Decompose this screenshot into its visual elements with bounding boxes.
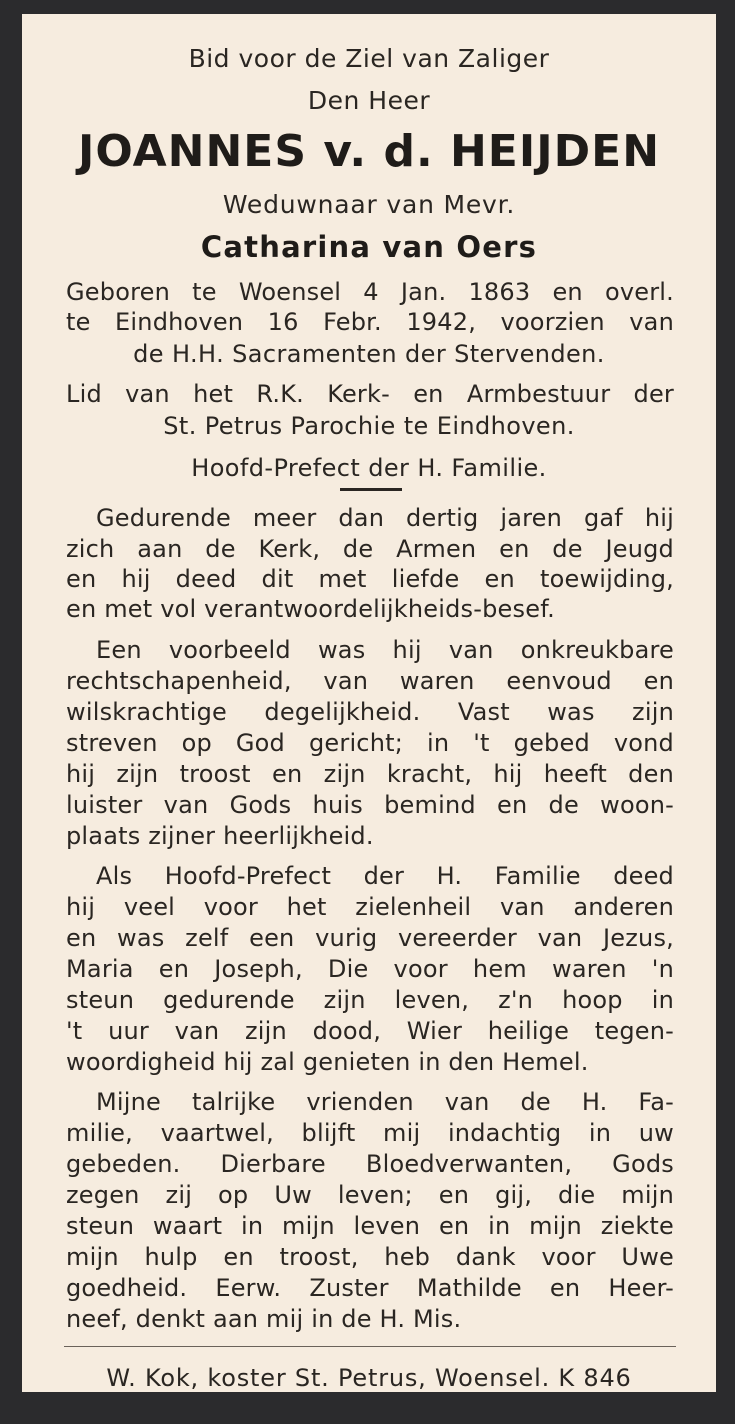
paragraph-line: en was zelf een vurig vereerder van Jezus, [66, 924, 674, 952]
paragraph-line: Mijne talrijke vrienden van de H. Fa- [96, 1088, 674, 1116]
paragraph-line: en met vol verantwoordelijkheids-besef. [66, 595, 555, 623]
paragraph-line: plaats zijner heerlijkheid. [66, 822, 374, 850]
paragraph-line: hij zijn troost en zijn kracht, hij heeft den [66, 760, 674, 788]
paragraph-line: steun waart in mijn leven en in mijn ziekte [66, 1212, 674, 1240]
paragraph-line: mijn hulp en troost, heb dank voor Uwe [66, 1243, 674, 1271]
paragraph-line: neef, denkt aan mij in de H. Mis. [66, 1305, 462, 1333]
paragraph-line: milie, vaartwel, blijft mij indachtig in uw [66, 1119, 674, 1147]
paragraph-line: gebeden. Dierbare Bloedverwanten, Gods [66, 1150, 674, 1178]
honorific: Den Heer [307, 86, 431, 115]
paragraph-line: rechtschapenheid, van waren eenvoud en [66, 667, 674, 695]
relation-line: Weduwnaar van Mevr. [222, 190, 516, 219]
paragraph-line: wilskrachtige degelijkheid. Vast was zijn [66, 698, 674, 726]
paragraph-line: luister van Gods huis bemind en de woon- [66, 791, 674, 819]
paragraph-line: en hij deed dit met liefde en toewijding, [66, 565, 674, 593]
paragraph-line: Maria en Joseph, Die voor hem waren 'n [66, 955, 674, 983]
deceased-name: JOANNES v. d. HEIJDEN [77, 126, 661, 177]
paragraph-line: zich aan de Kerk, de Armen en de Jeugd [66, 535, 674, 563]
bio-line: Hoofd-Prefect der H. Familie. [191, 454, 547, 482]
paragraph-line: woordigheid hij zal genieten in den Hemel. [66, 1048, 589, 1076]
spouse-name: Catharina van Oers [200, 230, 538, 264]
paragraph-line: hij veel voor het zielenheil van anderen [66, 893, 674, 921]
paragraph-line: goedheid. Eerw. Zuster Mathilde en Heer- [66, 1274, 674, 1302]
divider-short [340, 488, 402, 491]
divider-long [64, 1346, 676, 1347]
paragraph-line: zegen zij op Uw leven; en gij, die mijn [66, 1181, 674, 1209]
paragraph-line: Gedurende meer dan dertig jaren gaf hij [96, 504, 674, 532]
prayer-heading: Bid voor de Ziel van Zaliger [188, 44, 550, 73]
bio-line: St. Petrus Parochie te Eindhoven. [163, 412, 575, 440]
printer-credit: W. Kok, koster St. Petrus, Woensel. K 846 [106, 1364, 632, 1392]
paragraph-line: Als Hoofd-Prefect der H. Familie deed [96, 862, 674, 890]
bio-line: te Eindhoven 16 Febr. 1942, voorzien van [66, 308, 674, 336]
bio-line: Lid van het R.K. Kerk- en Armbestuur der [66, 380, 674, 408]
paragraph-line: streven op God gericht; in 't gebed vond [66, 729, 674, 757]
bio-line: Geboren te Woensel 4 Jan. 1863 en overl. [66, 278, 674, 306]
memorial-card [22, 14, 716, 1392]
paragraph-line: steun gedurende zijn leven, z'n hoop in [66, 986, 674, 1014]
paragraph-line: Een voorbeeld was hij van onkreukbare [96, 636, 674, 664]
bio-line: de H.H. Sacramenten der Stervenden. [133, 340, 605, 368]
paragraph-line: 't uur van zijn dood, Wier heilige tegen- [66, 1017, 674, 1045]
